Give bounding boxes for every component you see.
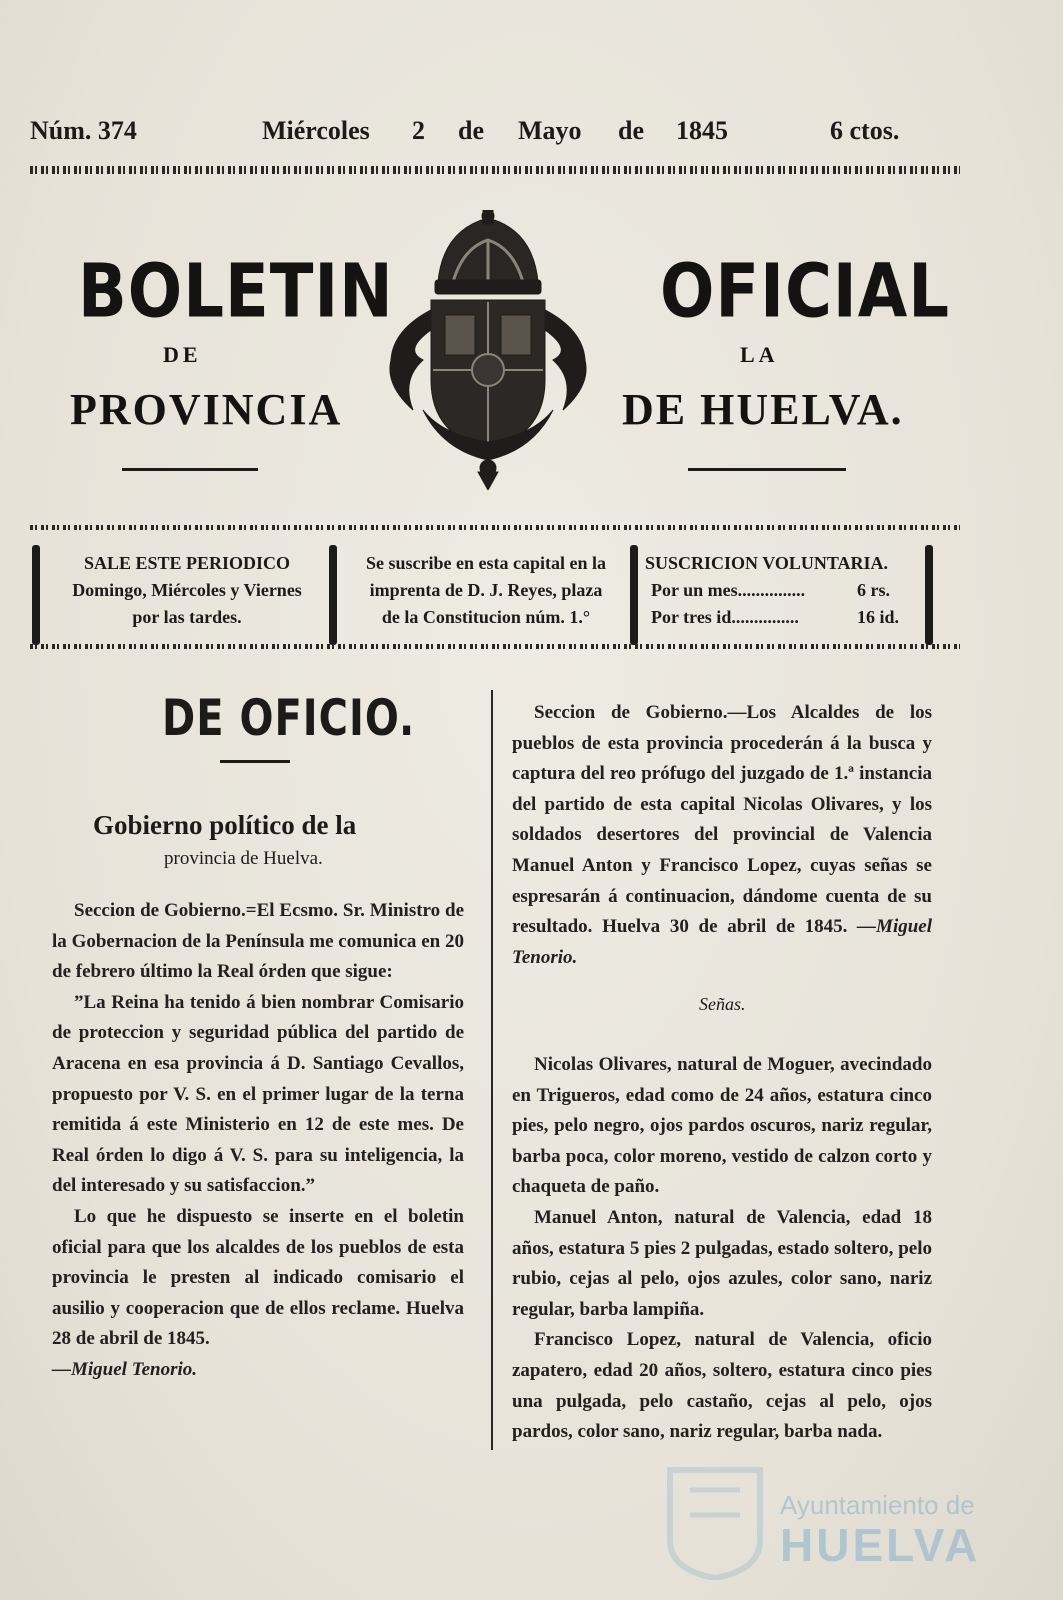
title-boletin: BOLETIN: [78, 250, 394, 336]
info-box-schedule: [52, 550, 322, 642]
senas-heading: Señas.: [699, 994, 746, 1014]
right-signature: —Miguel Tenorio.: [512, 916, 932, 968]
left-signature: —Miguel Tenorio.: [52, 1358, 197, 1380]
ornament-rule-info-bottom: [30, 644, 960, 649]
section-rule: [220, 760, 290, 763]
subscription-line-3: de la Constitucion núm. 1.°: [381, 607, 591, 627]
info-bar-2: [329, 545, 337, 645]
price-row-2-label: Por tres id...............: [651, 607, 799, 627]
left-paragraph-1: Seccion de Gobierno.=El Ecsmo. Sr. Ministro de la Gobernacion de la Península me comunica en 20 de febrero último la Real órden que sigue:: [52, 900, 464, 983]
info-bar-1: [32, 545, 40, 645]
left-paragraph-3: [52, 1202, 464, 1386]
column-divider: [491, 690, 493, 1450]
right-paragraph-1: [512, 698, 932, 973]
info-bar-4: [925, 545, 933, 645]
left-paragraph-3-text: Lo que he dispuesto se inserte en el boletin oficial para que los alcaldes de los pueblos de esta provincia le presten al indicado comisario el ausilio y cooperacion que de ellos reclame. Huelva 28 de abril de 1845.: [52, 1205, 464, 1350]
price-row-1-value: 6 rs.: [857, 580, 890, 600]
title-de: DE: [163, 342, 202, 367]
left-column-text: [52, 896, 464, 1386]
watermark-line-1: Ayuntamiento de: [780, 1490, 975, 1520]
subscription-line-2: imprenta de D. J. Reyes, plaza: [369, 580, 603, 600]
right-paragraph-1-text: Seccion de Gobierno.—Los Alcaldes de los pueblos de esta provincia procederán á la busca y captura del reo prófugo del juzgado de 1.ª instancia del partido de esta capital Nicolas Olivares, y los soldados desertores del provincial de Valencia Manuel Anton y Francisco Lopez, cuyas señas se espresarán á continuacion, dándome cuenta de su resultado. Huelva 30 de abril de 1845.: [512, 702, 932, 938]
masthead-line: [30, 116, 960, 150]
title-rule-left: [122, 468, 258, 471]
issue-de-2: de: [618, 116, 644, 145]
watermark-line-2: HUELVA: [780, 1519, 981, 1571]
price-row-2: [645, 604, 925, 631]
price-row-2-value: 16 id.: [857, 607, 900, 627]
subscription-line-1: Se suscribe en esta capital en la: [366, 553, 606, 573]
issue-day: 2: [412, 116, 425, 145]
prices-title: SUSCRICION VOLUNTARIA.: [645, 553, 889, 573]
info-box-subscription: [346, 550, 626, 642]
schedule-line-2: Domingo, Miércoles y Viernes: [72, 580, 302, 600]
issue-weekday: Miércoles: [262, 116, 370, 145]
schedule-line-1: SALE ESTE PERIODICO: [83, 553, 291, 573]
royal-crest-icon: [383, 210, 593, 490]
issue-number: Núm. 374: [30, 116, 137, 145]
right-paragraph-2: Nicolas Olivares, natural de Moguer, avecindado en Trigueros, edad como de 24 años, estatura cinco pies, pelo negro, ojos pardos oscuros, nariz regular, barba poca, color moreno, vestido de calzon corto y chaqueta de paño.: [512, 1054, 932, 1198]
title-oficial: OFICIAL: [660, 250, 951, 336]
title-de-huelva: DE HUELVA.: [622, 385, 904, 434]
info-bar-3: [630, 545, 638, 645]
left-paragraph-2: ”La Reina ha tenido á bien nombrar Comisario de proteccion y seguridad pública del partido de Aracena en esa provincia á D. Santiago Cevallos, propuesto por V. S. en el primer lugar de la terna remitida á este Ministerio en 12 de este mes. De Real órden lo digo á V. S. para su inteligencia, la del interesado y su satisfaccion.”: [52, 991, 464, 1197]
info-box-prices: [645, 550, 925, 642]
price-row-1: [645, 577, 925, 604]
right-column-text-bottom: [512, 1050, 932, 1448]
price-row-1-label: Por un mes...............: [651, 580, 806, 600]
title-provincia: PROVINCIA: [70, 385, 343, 434]
right-paragraph-3: Manuel Anton, natural de Valencia, edad 18 años, estatura 5 pies 2 pulgadas, estado soltero, pelo rubio, cejas al pelo, ojos azules, color sano, nariz regular, barba lampiña.: [512, 1206, 932, 1320]
gobierno-subheading: provincia de Huelva.: [164, 848, 323, 869]
ornament-rule-top: [30, 166, 960, 174]
ornament-rule-info-top: [30, 525, 960, 530]
schedule-line-3: por las tardes.: [132, 607, 242, 627]
issue-month: Mayo: [518, 116, 582, 145]
issue-price: 6 ctos.: [830, 116, 900, 145]
right-paragraph-4: Francisco Lopez, natural de Valencia, oficio zapatero, edad 20 años, soltero, estatura cinco pies una pulgada, pelo castaño, cejas al pelo, ojos pardos, color sano, nariz regular, barba nada.: [512, 1329, 932, 1443]
issue-de-1: de: [458, 116, 484, 145]
issue-year: 1845: [676, 116, 728, 145]
section-de-oficio: DE OFICIO.: [162, 690, 416, 748]
gobierno-heading: Gobierno político de la: [93, 810, 357, 840]
title-la: LA: [740, 342, 779, 367]
title-rule-right: [688, 468, 846, 471]
right-column-text-top: [512, 698, 932, 973]
